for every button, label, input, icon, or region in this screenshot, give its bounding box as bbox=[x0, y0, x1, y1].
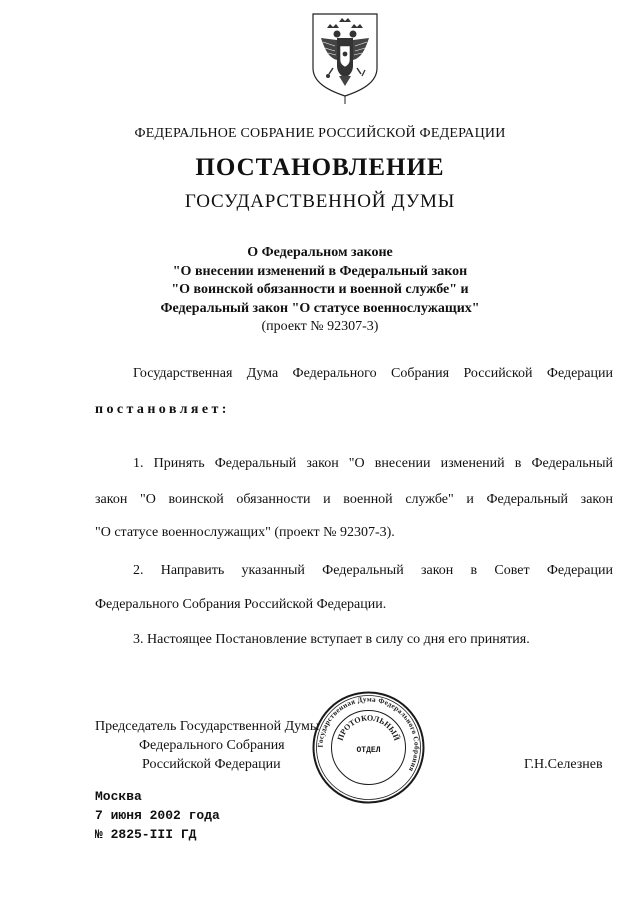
item-2-line-2: Федерального Собрания Российской Федерации. bbox=[95, 597, 387, 612]
document-subtitle: ГОСУДАРСТВЕННОЙ ДУМЫ bbox=[184, 191, 456, 212]
signatory-name: Г.Н.Селезнев bbox=[524, 757, 603, 772]
decree-word: постановляет: bbox=[95, 402, 230, 417]
svg-text:ПРОТОКОЛЬНЫЙ bbox=[336, 713, 402, 742]
intro-paragraph: Государственная Дума Федерального Собрания Российской Федерации bbox=[133, 366, 613, 381]
stamp-inner-center-text: ОТДЕЛ bbox=[356, 746, 381, 755]
subject-line-4: Федеральный закон "О статусе военнослужащих" bbox=[160, 300, 480, 316]
subject-line-2: "О внесении изменений в Федеральный закон bbox=[172, 263, 468, 279]
subject-line-1: О Федеральном законе bbox=[247, 245, 393, 260]
item-1-line-2: закон "О воинской обязанности и военной службе" и Федеральный закон bbox=[95, 492, 613, 507]
stamp-inner-top-text: ПРОТОКОЛЬНЫЙ bbox=[335, 713, 402, 742]
signatory-position-line-3: Российской Федерации bbox=[142, 757, 281, 772]
russian-coat-of-arms-icon bbox=[307, 10, 383, 104]
subject-line-3: "О воинской обязанности и военной службе" и bbox=[171, 282, 469, 297]
document-number: № 2825-III ГД bbox=[95, 827, 197, 842]
stamp-ring-text: Государственная Дума Федерального Собрания bbox=[316, 695, 421, 773]
official-stamp bbox=[311, 690, 426, 805]
issue-date: 7 июня 2002 года bbox=[95, 808, 220, 823]
issue-city: Москва bbox=[95, 789, 142, 804]
signatory-position-line-1: Председатель Государственной Думы bbox=[95, 719, 320, 734]
subject-project-number: (проект № 92307-3) bbox=[261, 319, 379, 334]
signatory-position-line-2: Федерального Собрания bbox=[139, 738, 285, 753]
federal-assembly-heading: ФЕДЕРАЛЬНОЕ СОБРАНИЕ РОССИЙСКОЙ ФЕДЕРАЦИИ bbox=[134, 126, 506, 141]
item-3: 3. Настоящее Постановление вступает в силу со дня его принятия. bbox=[133, 632, 530, 647]
item-2-line-1: 2. Направить указанный Федеральный закон в Совет Федерации bbox=[133, 563, 613, 578]
item-1-line-1: 1. Принять Федеральный закон "О внесении изменений в Федеральный bbox=[133, 456, 613, 471]
item-1-line-3: "О статусе военнослужащих" (проект № 92307-3). bbox=[95, 525, 395, 540]
document-title: ПОСТАНОВЛЕНИЕ bbox=[195, 154, 445, 181]
subject-heading bbox=[0, 244, 640, 337]
